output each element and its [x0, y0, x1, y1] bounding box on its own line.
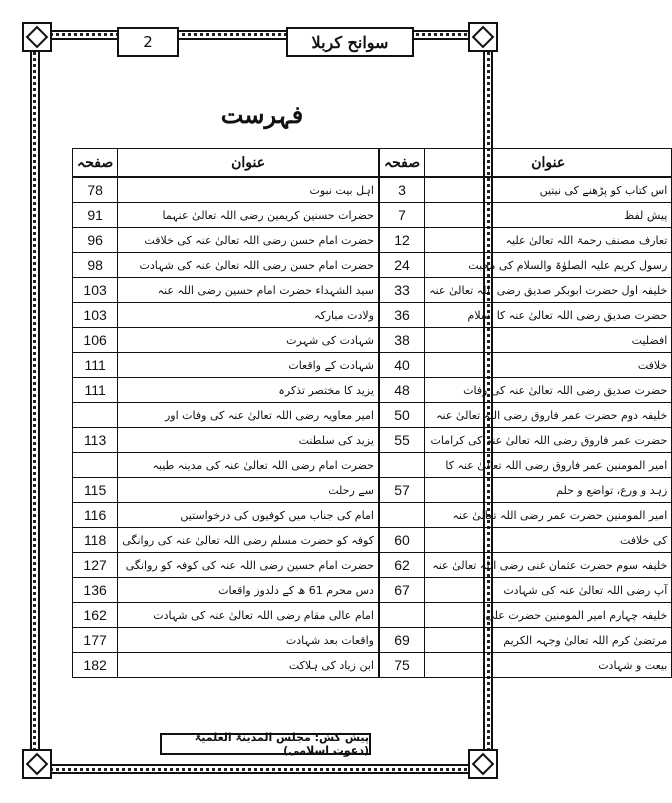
toc-entry-page: 57	[379, 478, 425, 503]
toc-entry-title: یزید کی سلطنت	[118, 428, 379, 453]
table-row	[73, 403, 672, 428]
toc-entry-page: 182	[73, 653, 118, 678]
column-header-page: صفحہ	[379, 149, 425, 178]
table-header-row	[73, 149, 672, 178]
toc-entry-page: 38	[379, 328, 425, 353]
corner-ornament	[22, 749, 52, 779]
toc-entry-page: 118	[73, 528, 118, 553]
toc-entry-title: پیش لفظ	[425, 203, 672, 228]
contents-heading: فہرست	[220, 100, 304, 129]
corner-ornament	[468, 22, 498, 52]
toc-entry-page: 3	[379, 177, 425, 203]
toc-entry-page: 91	[73, 203, 118, 228]
toc-entry-title: حضرت امام حسین رضی اللہ عنہ کی کوفہ کو روانگی	[118, 553, 379, 578]
table-row	[73, 177, 672, 203]
table-row	[73, 478, 672, 503]
toc-entry-title: خلیفہ اول حضرت ابوبکر صدیق رضی اللہ تعالیٰ عنہ	[425, 278, 672, 303]
toc-entry-page: 48	[379, 378, 425, 403]
toc-entry-title: افضلیت	[425, 328, 672, 353]
table-row	[73, 328, 672, 353]
toc-entry-page: 162	[73, 603, 118, 628]
toc-entry-page: 113	[73, 428, 118, 453]
toc-entry-title: حضرت صدیق رضی اللہ تعالیٰ عنہ کا اسلام	[425, 303, 672, 328]
corner-ornament	[468, 749, 498, 779]
table-row	[73, 653, 672, 678]
toc-entry-title: واقعات بعد شہادت	[118, 628, 379, 653]
toc-entry-title: رسول کریم علیہ الصلوٰۃ والسلام کی محبت	[425, 253, 672, 278]
toc-entry-title: خلیفہ چہارم امیر المومنین حضرت علی	[425, 603, 672, 628]
toc-entry-title: سے رحلت	[118, 478, 379, 503]
column-header-title: عنوان	[118, 149, 379, 178]
book-title: سوانح کربلا	[286, 27, 414, 57]
toc-entry-title: حضرات حسنین کریمین رضی اللہ تعالیٰ عنہما	[118, 203, 379, 228]
toc-entry-title: شہادت کے واقعات	[118, 353, 379, 378]
toc-entry-title: حضرت امام حسن رضی اللہ تعالیٰ عنہ کی شہادت	[118, 253, 379, 278]
toc-entry-title: تعارف مصنف رحمۃ اللہ تعالیٰ علیہ	[425, 228, 672, 253]
toc-entry-page: 111	[73, 378, 118, 403]
toc-entry-page: 98	[73, 253, 118, 278]
toc-entry-title: حضرت امام رضی اللہ تعالیٰ عنہ کی مدینہ طیبہ	[118, 453, 379, 478]
table-row	[73, 528, 672, 553]
table-row	[73, 303, 672, 328]
table-row	[73, 253, 672, 278]
table-row	[73, 378, 672, 403]
toc-entry-title: شہادت کی شہرت	[118, 328, 379, 353]
toc-entry-title: خلیفہ سوم حضرت عثمان غنی رضی اللہ تعالیٰ عنہ	[425, 553, 672, 578]
toc-entry-title: بیعت و شہادت	[425, 653, 672, 678]
toc-entry-title: کوفہ کو حضرت مسلم رضی اللہ تعالیٰ عنہ کی روانگی	[118, 528, 379, 553]
toc-entry-title: ابن زیاد کی ہلاکت	[118, 653, 379, 678]
column-header-title: عنوان	[425, 149, 672, 178]
table-row	[73, 603, 672, 628]
toc-entry-page	[73, 453, 118, 478]
toc-entry-title: مرتضیٰ کرم اللہ تعالیٰ وجہہ الکریم	[425, 628, 672, 653]
toc-entry-page	[379, 503, 425, 528]
toc-entry-title: اس کتاب کو پڑھنے کی نیتیں	[425, 177, 672, 203]
toc-entry-title: سید الشہداء حضرت امام حسین رضی اللہ عنہ	[118, 278, 379, 303]
toc-entry-page: 103	[73, 303, 118, 328]
toc-entry-page: 12	[379, 228, 425, 253]
toc-entry-title: حضرت امام حسن رضی اللہ تعالیٰ عنہ کی خلافت	[118, 228, 379, 253]
toc-entry-page: 106	[73, 328, 118, 353]
toc-entry-page: 136	[73, 578, 118, 603]
page-number: 2	[117, 27, 179, 57]
toc-entry-page: 177	[73, 628, 118, 653]
toc-entry-page: 55	[379, 428, 425, 453]
toc-entry-page: 24	[379, 253, 425, 278]
toc-entry-page: 33	[379, 278, 425, 303]
toc-entry-page	[379, 453, 425, 478]
toc-entry-page: 50	[379, 403, 425, 428]
table-row	[73, 228, 672, 253]
toc-entry-page: 60	[379, 528, 425, 553]
toc-entry-title: زہد و ورع، تواضع و حلم	[425, 478, 672, 503]
toc-entry-page: 62	[379, 553, 425, 578]
toc-entry-page: 69	[379, 628, 425, 653]
table-row	[73, 578, 672, 603]
table-row	[73, 453, 672, 478]
toc-entry-page: 7	[379, 203, 425, 228]
toc-entry-page: 78	[73, 177, 118, 203]
toc-entry-page: 116	[73, 503, 118, 528]
table-row	[73, 503, 672, 528]
toc-entry-title: اہل بیت نبوت	[118, 177, 379, 203]
toc-entry-title: آپ رضی اللہ تعالیٰ عنہ کی شہادت	[425, 578, 672, 603]
toc-entry-title: امام عالی مقام رضی اللہ تعالیٰ عنہ کی شہادت	[118, 603, 379, 628]
toc-entry-page: 67	[379, 578, 425, 603]
toc-entry-title: حضرت عمر فاروق رضی اللہ تعالیٰ عنہ کی کرامات	[425, 428, 672, 453]
toc-entry-title: امام کی جناب میں کوفیوں کی درخواستیں	[118, 503, 379, 528]
toc-entry-title: امیر المومنین حضرت عمر رضی اللہ تعالیٰ عنہ	[425, 503, 672, 528]
toc-entry-title: امیر المومنین عمر فاروق رضی اللہ تعالیٰ عنہ کا	[425, 453, 672, 478]
contents-table	[72, 148, 672, 678]
table-row	[73, 353, 672, 378]
column-header-page: صفحہ	[73, 149, 118, 178]
toc-entry-page: 103	[73, 278, 118, 303]
toc-entry-title: دس محرم 61 ھ کے دلدوز واقعات	[118, 578, 379, 603]
toc-entry-page: 40	[379, 353, 425, 378]
table-row	[73, 428, 672, 453]
table-row	[73, 553, 672, 578]
table-row	[73, 628, 672, 653]
toc-entry-title: ولادت مبارکہ	[118, 303, 379, 328]
toc-entry-title: حضرت صدیق رضی اللہ تعالیٰ عنہ کی وفات	[425, 378, 672, 403]
table-row	[73, 278, 672, 303]
toc-entry-page: 36	[379, 303, 425, 328]
toc-entry-title: کی خلافت	[425, 528, 672, 553]
footer-publisher: پیش کش: مجلس المدینۃ العلمیۃ (دعوت اسلامی)	[160, 733, 371, 755]
toc-entry-page: 127	[73, 553, 118, 578]
toc-entry-page: 96	[73, 228, 118, 253]
toc-entry-title: یزید کا مختصر تذکرہ	[118, 378, 379, 403]
toc-entry-page	[379, 603, 425, 628]
toc-entry-title: امیر معاویہ رضی اللہ تعالیٰ عنہ کی وفات اور	[118, 403, 379, 428]
corner-ornament	[22, 22, 52, 52]
table-row	[73, 203, 672, 228]
toc-entry-page	[73, 403, 118, 428]
toc-entry-page: 75	[379, 653, 425, 678]
toc-entry-page: 111	[73, 353, 118, 378]
toc-entry-page: 115	[73, 478, 118, 503]
toc-entry-title: خلافت	[425, 353, 672, 378]
toc-entry-title: خلیفہ دوم حضرت عمر فاروق رضی اللہ تعالیٰ عنہ	[425, 403, 672, 428]
